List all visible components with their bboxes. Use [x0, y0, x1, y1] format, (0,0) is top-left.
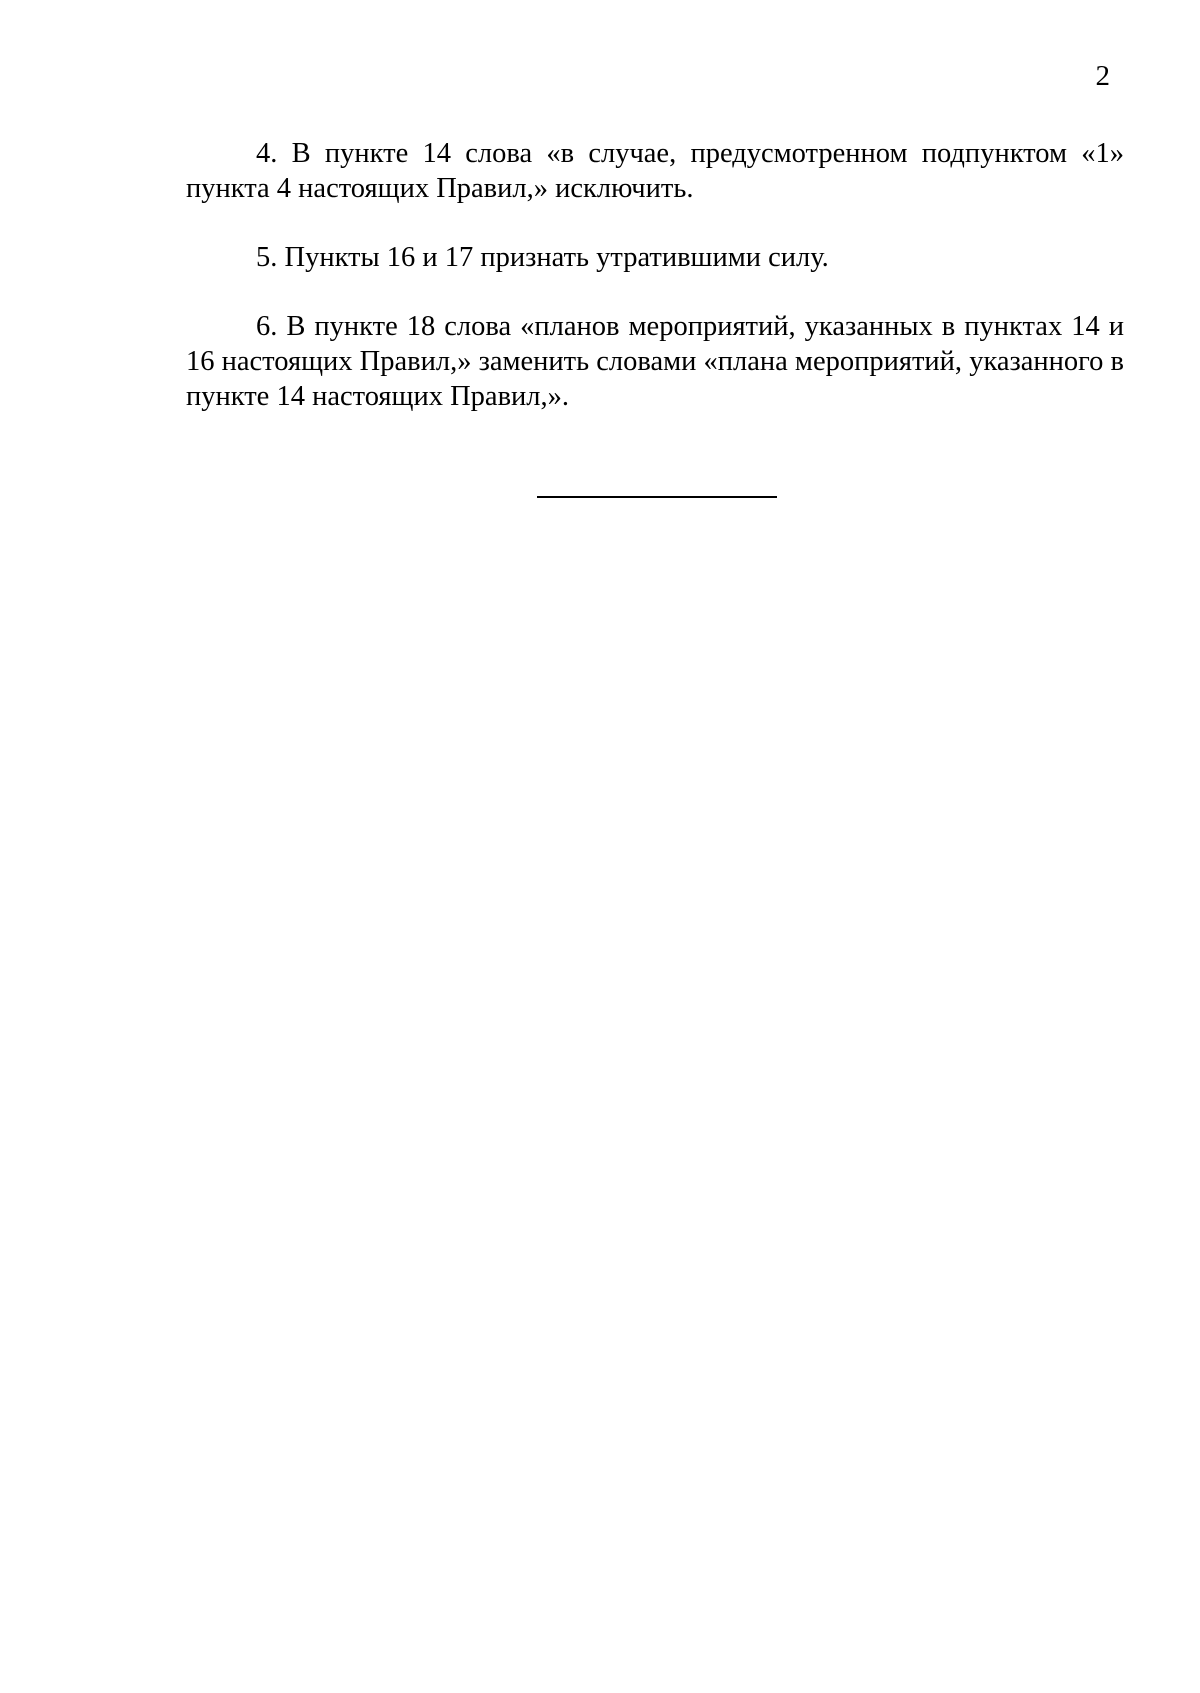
end-of-document-rule — [537, 496, 777, 498]
page-number: 2 — [1095, 60, 1110, 92]
document-body — [186, 136, 1124, 414]
paragraph-item-6: 6. В пункте 18 слова «планов мероприятий, указанных в пунктах 14 и 16 настоящих Правил,» заменить словами «плана мероприятий, указанного в пункте 14 настоящих Правил,». — [186, 311, 1124, 412]
paragraph-item-5: 5. Пункты 16 и 17 признать утратившими силу. — [256, 242, 829, 273]
paragraph-item-4: 4. В пункте 14 слова «в случае, предусмотренном подпунктом «1» пункта 4 настоящих Правил,» исключить. — [186, 138, 1124, 204]
